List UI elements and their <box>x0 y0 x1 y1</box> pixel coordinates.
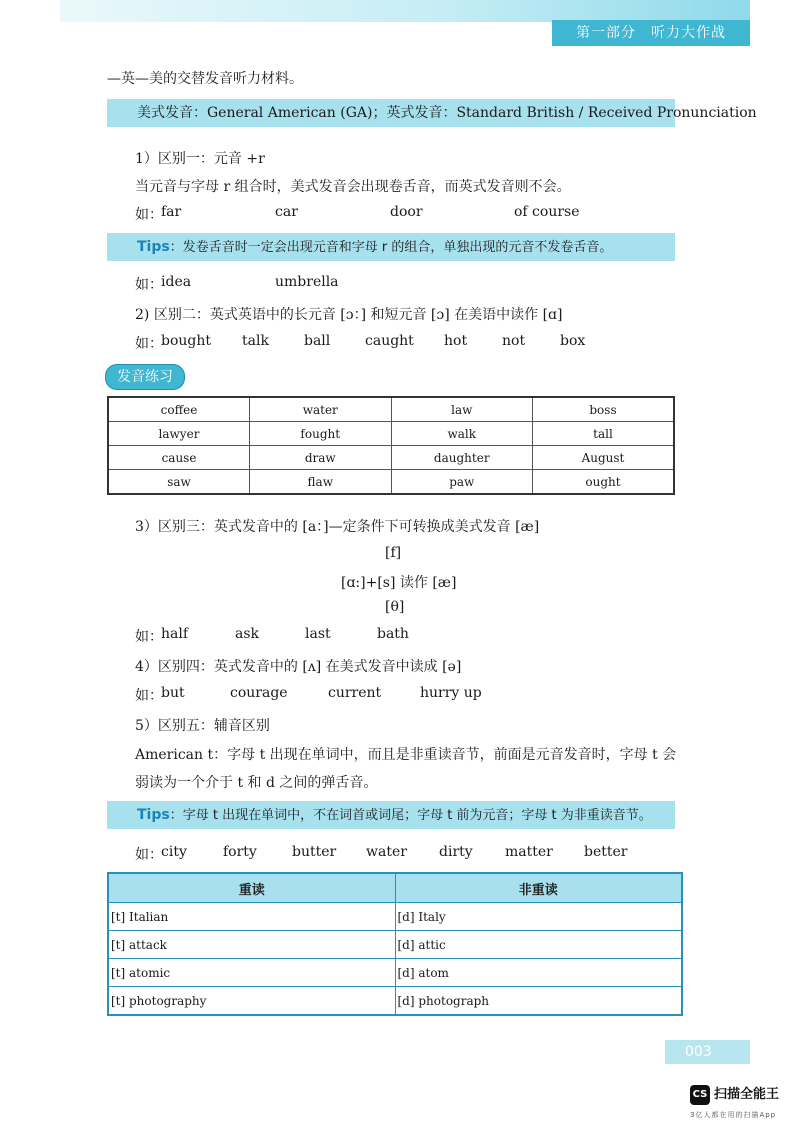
table-cell: draw <box>250 446 392 470</box>
table-cell: water <box>250 397 392 422</box>
example-word: not <box>502 333 526 349</box>
example-word: butter <box>292 844 337 860</box>
table-cell: [d] atom <box>395 959 682 987</box>
tips-text: ：字母 t 出现在单词中，不在词首或词尾；字母 t 前为元音；字母 t 为非重读音节。 <box>169 808 652 823</box>
table-row <box>108 446 674 470</box>
table-cell: boss <box>533 397 675 422</box>
example-word: door <box>390 204 423 220</box>
formula-line-3: [θ] <box>385 599 405 615</box>
tips-band-2 <box>107 801 675 829</box>
example-word: water <box>366 844 407 860</box>
example-word: city <box>161 844 187 860</box>
watermark-sub: 3亿人都在用的扫描App <box>690 1111 777 1119</box>
table-cell: [t] photography <box>108 987 395 1016</box>
example-word: umbrella <box>275 274 339 290</box>
example-word: caught <box>365 333 414 349</box>
tips-text: ：发卷舌音时一定会出现元音和字母 r 的组合，单独出现的元音不发卷舌音。 <box>169 240 613 255</box>
table-cell: [t] Italian <box>108 903 395 931</box>
table-cell: daughter <box>391 446 533 470</box>
example-word: far <box>161 204 182 220</box>
d2-title: 2) 区别二：英式英语中的长元音 [ɔ：] 和短元音 [ɔ] 在美语中读作 [ɑ] <box>135 307 563 323</box>
formula-line-1: [f] <box>385 545 402 561</box>
d5-desc-2: 弱读为一个介于 t 和 d 之间的弹舌音。 <box>135 775 378 791</box>
table-cell: cause <box>108 446 250 470</box>
section-banner: 第一部分 听力大作战 <box>552 20 750 46</box>
table-row <box>108 470 674 495</box>
example-word: hurry up <box>420 685 482 701</box>
d1-title: 1）区别一：元音 +r <box>135 151 265 167</box>
example-word: courage <box>230 685 288 701</box>
camscanner-logo-icon: CS <box>690 1085 710 1105</box>
table-cell: August <box>533 446 675 470</box>
example-word: of course <box>514 204 580 220</box>
table-cell: [d] Italy <box>395 903 682 931</box>
example-word: hot <box>444 333 468 349</box>
example-word: half <box>161 626 189 642</box>
table-cell: [d] attic <box>395 931 682 959</box>
example-word: idea <box>161 274 192 290</box>
example-word: dirty <box>439 844 473 860</box>
ga-band: 美式发音：General American (GA)；英式发音：Standard British / Received Pronunciation <box>107 99 675 127</box>
example-word: but <box>161 685 185 701</box>
table-cell: [t] attack <box>108 931 395 959</box>
table-cell: [t] atomic <box>108 959 395 987</box>
d2-label: 如： <box>135 336 163 352</box>
table-cell: walk <box>391 422 533 446</box>
intro-line: —英—美的交替发音听力材料。 <box>107 71 303 87</box>
watermark-name: 扫描全能王 <box>714 1087 780 1102</box>
example-word: matter <box>505 844 553 860</box>
table-header-row <box>108 873 682 903</box>
tips-label: Tips <box>137 239 170 255</box>
table-cell: ought <box>533 470 675 495</box>
example-word: bought <box>161 333 212 349</box>
table-header: 重读 <box>108 873 395 903</box>
example-word: talk <box>242 333 269 349</box>
table-row <box>108 422 674 446</box>
table-header: 非重读 <box>395 873 682 903</box>
example-word: box <box>560 333 586 349</box>
header-gradient-bar <box>60 0 750 22</box>
example-word: ball <box>304 333 331 349</box>
d5-title: 5）区别五：辅音区别 <box>135 718 270 734</box>
table-cell: coffee <box>108 397 250 422</box>
practice-pill: 发音练习 <box>105 364 185 390</box>
table-row <box>108 931 682 959</box>
table-cell: [d] photograph <box>395 987 682 1016</box>
table-cell: saw <box>108 470 250 495</box>
table-cell: paw <box>391 470 533 495</box>
table-cell: tall <box>533 422 675 446</box>
formula-line-2: [ɑ:]+[s] 读作 [æ] <box>341 575 457 591</box>
table-cell: law <box>391 397 533 422</box>
table-cell: lawyer <box>108 422 250 446</box>
tips-label: Tips <box>137 807 170 823</box>
d3-label: 如： <box>135 629 163 645</box>
example-word: better <box>584 844 628 860</box>
table-cell: flaw <box>250 470 392 495</box>
example-word: last <box>305 626 331 642</box>
table-row <box>108 959 682 987</box>
d1-desc: 当元音与字母 r 组合时，美式发音会出现卷舌音，而英式发音则不会。 <box>135 179 571 195</box>
example-word: car <box>275 204 298 220</box>
ex5-label: 如： <box>135 847 163 863</box>
table-row <box>108 987 682 1016</box>
example-word: current <box>328 685 382 701</box>
example-word: forty <box>223 844 257 860</box>
example-word: bath <box>377 626 409 642</box>
d3-title: 3）区别三：英式发音中的 [a：]—定条件下可转换成美式发音 [æ] <box>135 519 540 535</box>
tips-band-1 <box>107 233 675 261</box>
practice-table <box>107 396 675 495</box>
d4-title: 4）区别四：英式发音中的 [ʌ] 在美式发音中读成 [ə] <box>135 659 462 675</box>
example-word: ask <box>235 626 260 642</box>
stress-table <box>107 872 683 1016</box>
d5-desc-1: American t：字母 t 出现在单词中，而且是非重读音节，前面是元音发音时，字母 t 会 <box>135 747 677 763</box>
table-cell: fought <box>250 422 392 446</box>
page-number: 003 <box>665 1040 750 1064</box>
ex2-label: 如： <box>135 277 163 293</box>
d1-label: 如： <box>135 207 163 223</box>
table-row <box>108 903 682 931</box>
d4-label: 如： <box>135 688 163 704</box>
table-row <box>108 397 674 422</box>
